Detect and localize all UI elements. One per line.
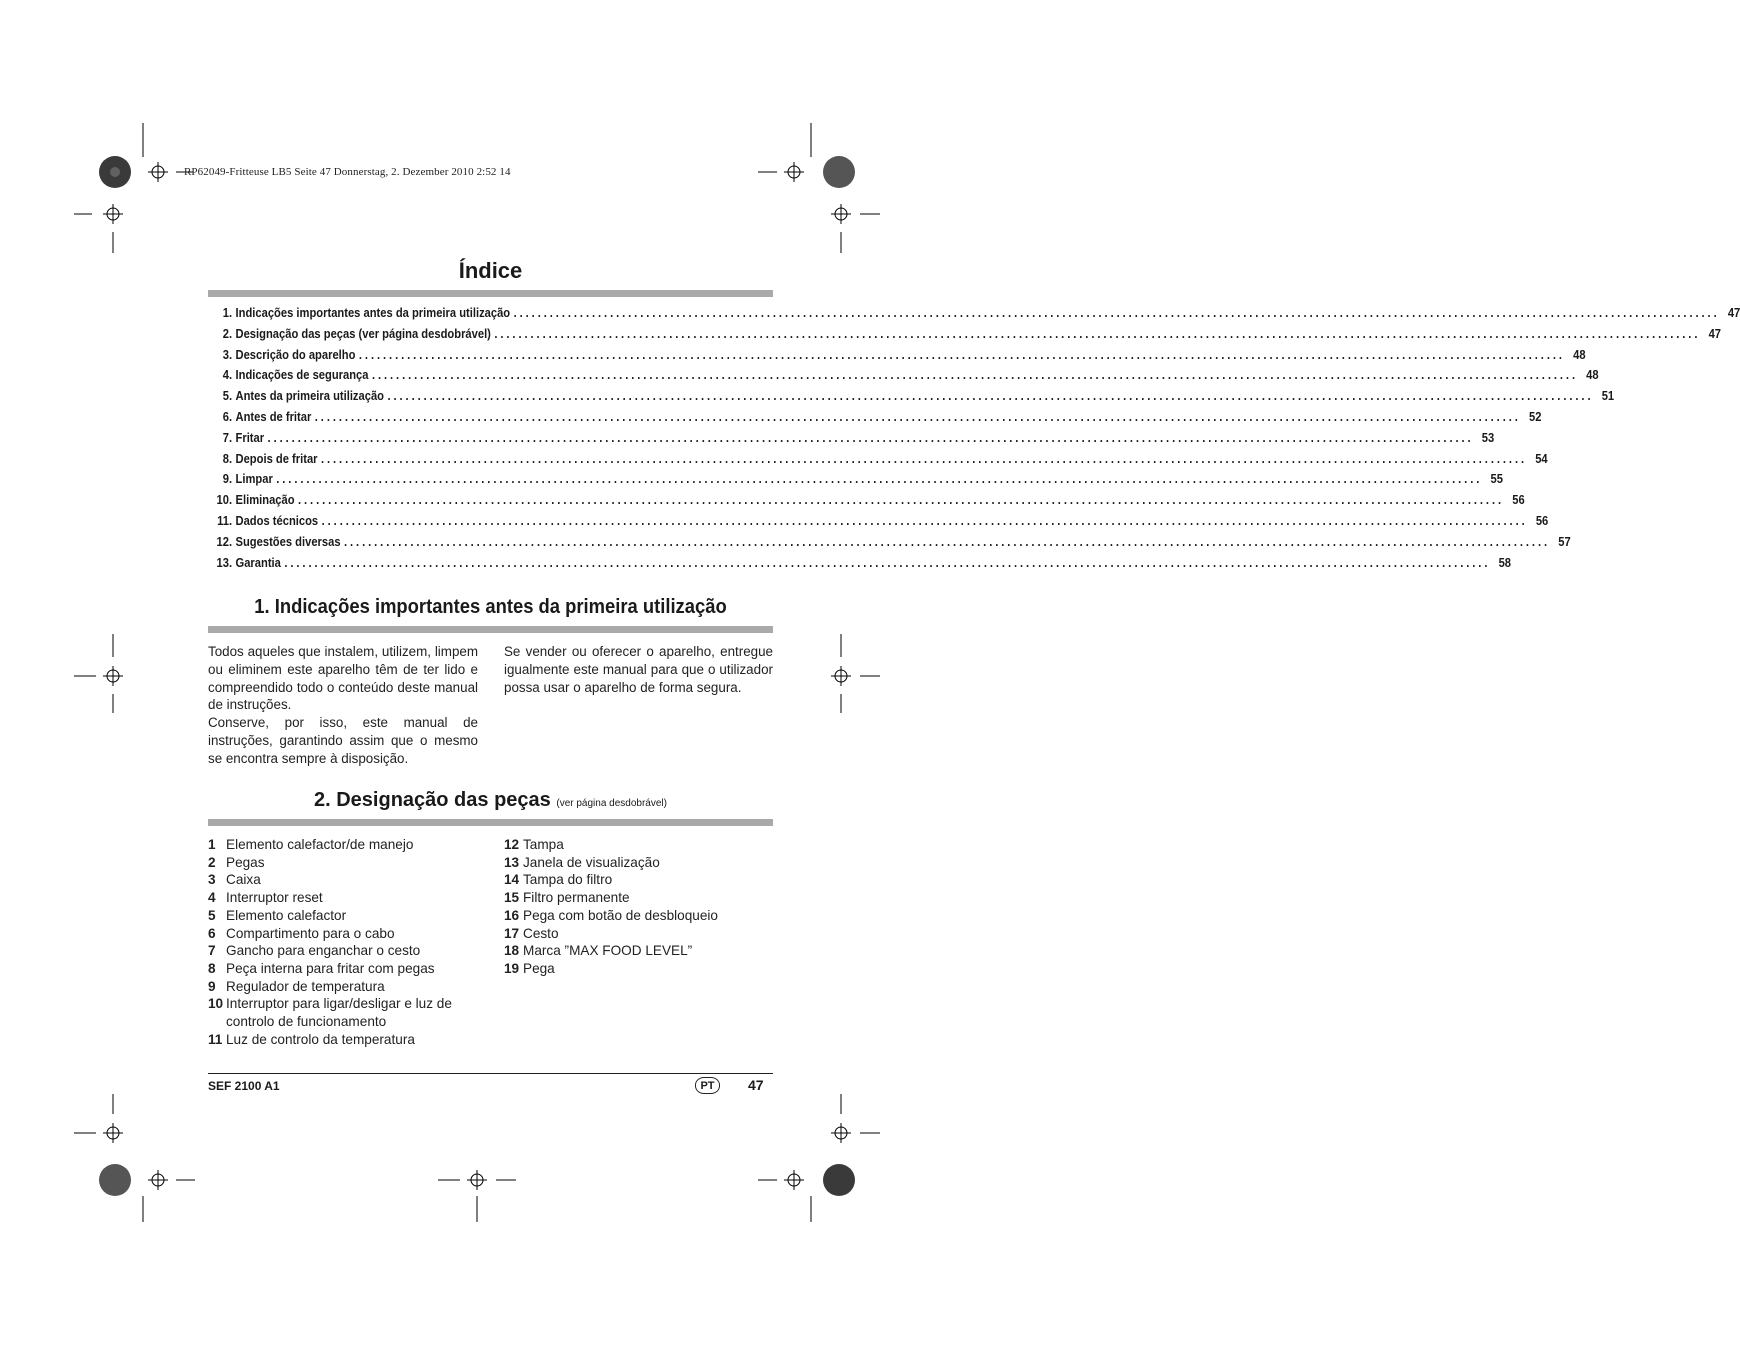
toc-entry-label: Limpar — [235, 471, 273, 487]
part-name: Elemento calefactor — [226, 907, 347, 923]
part-number: 16 — [504, 907, 520, 923]
part-name: Pega com botão de desbloqueio — [523, 907, 718, 923]
list-item — [208, 995, 478, 1030]
section2-title: 2. Designação das peças — [314, 789, 551, 811]
list-item — [208, 836, 478, 854]
part-number: 10 — [208, 996, 224, 1012]
starburst-icon — [823, 1164, 855, 1196]
part-name: Interruptor reset — [226, 890, 323, 906]
toc-entry-number: 3. — [222, 346, 233, 362]
toc-entry — [208, 429, 1495, 451]
toc-leader-dots: ........................................................................................................................................................................................................ — [320, 450, 1528, 466]
toc-entry-number: 4. — [222, 367, 233, 383]
toc-entry-page: 47 — [1708, 325, 1722, 341]
toc-entry — [208, 533, 1571, 555]
toc-entry — [208, 325, 1722, 347]
part-number: 12 — [504, 837, 520, 852]
list-item — [208, 978, 478, 996]
toc-entry-label: Designação das peças (ver página desdobrável) — [235, 325, 491, 341]
list-item — [208, 942, 478, 960]
toc-leader-dots: ........................................................................................................................................................................................................ — [387, 388, 1594, 404]
toc-entry-page: 56 — [1535, 512, 1549, 528]
toc-leader-dots: ........................................................................................................................................................................................................ — [513, 305, 1720, 320]
part-name: Tampa do filtro — [523, 872, 613, 888]
toc-entry-page: 48 — [1573, 346, 1586, 362]
list-item — [504, 889, 773, 907]
list-item — [208, 1031, 478, 1049]
starburst-icon — [823, 156, 855, 188]
toc-entry — [208, 367, 1599, 388]
toc-leader-dots: ........................................................................................................................................................................................................ — [297, 492, 1505, 508]
list-item — [208, 907, 478, 925]
part-name: Peça interna para fritar com pegas — [226, 960, 435, 976]
toc-entry-page: 51 — [1601, 388, 1615, 404]
toc-entry — [208, 471, 1503, 492]
toc-entry-page: 47 — [1727, 305, 1740, 320]
toc-entry-label: Fritar — [235, 429, 265, 445]
toc-entry-number: 13. — [216, 554, 233, 570]
toc-entry-label: Eliminação — [235, 492, 295, 508]
toc-entry — [208, 408, 1542, 430]
model-number: SEF 2100 A1 — [208, 1079, 280, 1093]
toc-entry-number: 9. — [222, 471, 233, 487]
list-item — [504, 960, 773, 978]
section1-left-column — [208, 643, 478, 768]
toc-entry-page: 55 — [1490, 471, 1503, 487]
paragraph: Conserve, por isso, este manual de instruções, garantindo assim que o mesmo se encontra sempre à disposição. — [208, 715, 478, 766]
toc-entry-number: 8. — [222, 450, 233, 466]
parts-list-right — [504, 836, 773, 978]
part-name: Marca ”MAX FOOD LEVEL” — [523, 943, 693, 959]
list-item — [208, 854, 478, 872]
part-name: Tampa — [523, 837, 564, 852]
toc-entry-page: 54 — [1535, 450, 1548, 466]
toc-leader-dots: ........................................................................................................................................................................................................ — [267, 429, 1474, 445]
part-number: 11 — [208, 1031, 223, 1047]
section2-heading — [208, 789, 773, 812]
part-number: 9 — [208, 978, 216, 994]
part-number: 5 — [208, 907, 216, 923]
part-number: 2 — [208, 854, 216, 870]
toc-entry-number: 2. — [222, 325, 233, 341]
page-number: 47 — [748, 1077, 764, 1093]
part-number: 17 — [504, 925, 520, 941]
toc-entry-label: Descrição do aparelho — [235, 346, 356, 362]
section2-rule — [208, 819, 773, 826]
part-number: 15 — [504, 890, 520, 906]
part-name: Filtro permanente — [523, 890, 630, 906]
toc-entry — [208, 305, 1740, 326]
toc-entry-number: 1. — [222, 305, 233, 320]
toc-leader-dots: ........................................................................................................................................................................................................ — [276, 471, 1483, 487]
footer-rule — [208, 1073, 773, 1074]
toc-leader-dots: ........................................................................................................................................................................................................ — [343, 533, 1551, 549]
print-header: RP62049-Fritteuse LB5 Seite 47 Donnerstag, 2. Dezember 2010 2:52 14 — [184, 166, 511, 178]
toc-entry-page: 48 — [1586, 367, 1599, 383]
toc-entry-label: Sugestões diversas — [235, 533, 341, 549]
toc-entry — [208, 512, 1549, 534]
part-name: Caixa — [226, 872, 261, 888]
paragraph: Se vender ou oferecer o aparelho, entregue igualmente este manual para que o utilizador possa usar o aparelho de forma segura. — [504, 644, 773, 695]
toc-entry-page: 53 — [1481, 429, 1495, 445]
toc-entry-label: Dados técnicos — [235, 512, 319, 528]
toc-entry — [208, 492, 1525, 513]
part-number: 7 — [208, 943, 216, 959]
part-name: Cesto — [523, 925, 559, 941]
part-number: 4 — [208, 890, 216, 906]
toc-entry-number: 6. — [222, 408, 233, 424]
parts-list-left — [208, 836, 478, 1048]
toc-leader-dots: ........................................................................................................................................................................................................ — [494, 325, 1701, 341]
list-item — [504, 871, 773, 889]
toc-entry-label: Depois de fritar — [235, 450, 318, 466]
toc-entry-label: Garantia — [235, 554, 281, 570]
toc-entry-number: 7. — [222, 429, 233, 445]
part-name: Pegas — [226, 854, 265, 870]
part-name: Interruptor para ligar/desligar e luz de controlo de funcionamento — [226, 996, 452, 1030]
list-item — [208, 871, 478, 889]
part-name: Compartimento para o cabo — [226, 925, 395, 941]
part-number: 19 — [504, 960, 520, 976]
toc-entry-label: Indicações de segurança — [235, 367, 369, 383]
toc-entry-page: 57 — [1558, 533, 1571, 549]
toc-entry-number: 11. — [217, 512, 233, 528]
section1-title: 1. Indicações importantes antes da primeira utilização — [254, 596, 727, 618]
toc-leader-dots: ........................................................................................................................................................................................................ — [284, 554, 1491, 570]
list-item — [504, 942, 773, 960]
toc-leader-dots: ........................................................................................................................................................................................................ — [371, 367, 1578, 383]
toc-leader-dots: ........................................................................................................................................................................................................ — [358, 346, 1565, 362]
language-badge: PT — [695, 1077, 720, 1094]
list-item — [504, 836, 773, 854]
section1-right-column — [504, 643, 773, 696]
table-of-contents — [208, 305, 1740, 575]
list-item — [504, 925, 773, 943]
paragraph: Todos aqueles que instalem, utilizem, limpem ou eliminem este aparelho têm de ter lido e compreendido todo o conteúdo deste manual de instruções. — [208, 644, 478, 713]
part-number: 3 — [208, 872, 216, 888]
toc-leader-dots: ........................................................................................................................................................................................................ — [314, 408, 1521, 424]
section2-subtitle: (ver página desdobrável) — [556, 798, 667, 809]
part-name: Luz de controlo da temperatura — [226, 1031, 415, 1047]
toc-entry — [208, 388, 1615, 409]
part-name: Gancho para enganchar o cesto — [226, 943, 421, 959]
list-item — [504, 907, 773, 925]
toc-entry-label: Antes da primeira utilização — [235, 388, 385, 404]
toc-entry-page: 58 — [1498, 554, 1512, 570]
part-name: Pega — [523, 960, 555, 976]
toc-entry — [208, 346, 1586, 368]
toc-entry-number: 5. — [222, 388, 233, 404]
part-number: 8 — [208, 960, 216, 976]
list-item — [208, 889, 478, 907]
index-title: Índice — [458, 258, 523, 283]
list-item — [504, 854, 773, 872]
part-number: 6 — [208, 925, 216, 941]
starburst-icon — [99, 1164, 131, 1196]
section1-rule — [208, 626, 773, 633]
part-name: Elemento calefactor/de manejo — [226, 837, 414, 852]
part-name: Janela de visualização — [523, 854, 660, 870]
toc-entry-label: Antes de fritar — [235, 408, 312, 424]
toc-leader-dots: ........................................................................................................................................................................................................ — [321, 512, 1528, 528]
list-item — [208, 925, 478, 943]
part-number: 18 — [504, 943, 520, 959]
index-rule — [208, 290, 773, 297]
starburst-icon — [99, 156, 131, 188]
toc-entry-page: 52 — [1529, 408, 1542, 424]
toc-entry-label: Indicações importantes antes da primeira utilização — [235, 305, 511, 320]
part-number: 1 — [208, 837, 216, 852]
part-name: Regulador de temperatura — [226, 978, 385, 994]
toc-entry — [208, 554, 1512, 576]
toc-entry-page: 56 — [1512, 492, 1525, 508]
part-number: 14 — [504, 872, 520, 888]
toc-entry-number: 10. — [216, 492, 233, 508]
part-number: 13 — [504, 854, 520, 870]
toc-entry — [208, 450, 1548, 472]
list-item — [208, 960, 478, 978]
toc-entry-number: 12. — [216, 533, 233, 549]
